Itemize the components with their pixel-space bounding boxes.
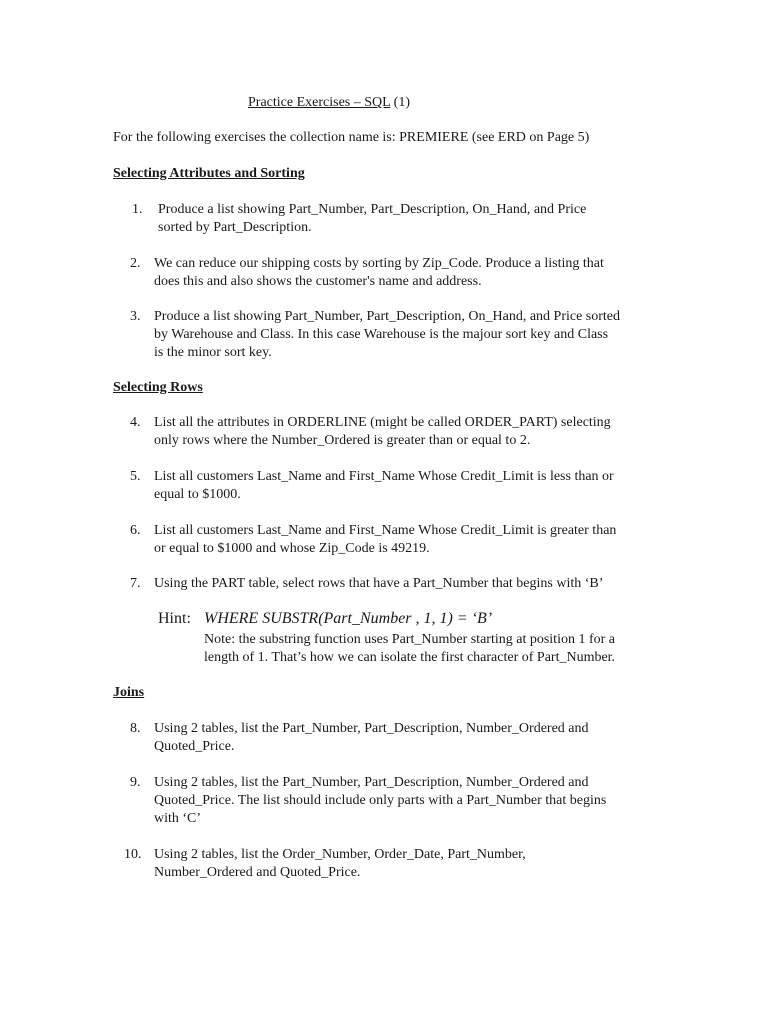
exercise-text: [154, 522, 664, 558]
exercise-line: Produce a list showing Part_Number, Part_Description, On_Hand, and Price: [158, 202, 587, 217]
exercise-line: with ‘C’: [154, 811, 202, 826]
exercise-line: or equal to $1000 and whose Zip_Code is 49219.: [154, 541, 430, 556]
hint-label: Hint:: [158, 610, 191, 627]
section-heading-selecting-attributes: Selecting Attributes and Sorting: [113, 166, 305, 181]
exercise-number: 10.: [124, 847, 142, 862]
exercise-line: equal to $1000.: [154, 487, 241, 502]
exercise-line: List all the attributes in ORDERLINE (might be called ORDER_PART) selecting: [154, 415, 611, 430]
hint-code: WHERE SUBSTR(Part_Number , 1, 1) = ‘B’: [204, 610, 493, 627]
exercise-text: [154, 720, 664, 756]
exercise-text: [154, 414, 664, 450]
exercise-line: sorted by Part_Description.: [158, 220, 312, 235]
section-heading-joins: Joins: [113, 685, 145, 700]
exercise-line: Using 2 tables, list the Order_Number, Order_Date, Part_Number,: [154, 847, 526, 862]
exercise-line: Using 2 tables, list the Part_Number, Part_Description, Number_Ordered and: [154, 721, 589, 736]
exercise-text: [154, 468, 664, 504]
exercise-number: 6.: [130, 523, 141, 538]
exercise-line: Quoted_Price.: [154, 739, 235, 754]
exercise-number: 8.: [130, 721, 141, 736]
exercise-text: [158, 201, 668, 237]
exercise-line: Quoted_Price. The list should include only parts with a Part_Number that begins: [154, 793, 607, 808]
page-title: [248, 94, 410, 112]
exercise-line: List all customers Last_Name and First_Name Whose Credit_Limit is less than or: [154, 469, 614, 484]
exercise-text: [154, 575, 664, 593]
exercise-line: is the minor sort key.: [154, 345, 272, 360]
exercise-line: Produce a list showing Part_Number, Part_Description, On_Hand, and Price sorted: [154, 309, 621, 324]
exercise-number: 5.: [130, 469, 141, 484]
hint-note-line: length of 1. That’s how we can isolate the first character of Part_Number.: [204, 650, 616, 665]
intro-text: For the following exercises the collection name is: PREMIERE (see ERD on Page 5): [113, 130, 590, 145]
exercise-line: only rows where the Number_Ordered is greater than or equal to 2.: [154, 433, 531, 448]
exercise-line: List all customers Last_Name and First_Name Whose Credit_Limit is greater than: [154, 523, 617, 538]
exercise-number: 4.: [130, 415, 141, 430]
exercise-line: Using 2 tables, list the Part_Number, Part_Description, Number_Ordered and: [154, 775, 589, 790]
hint-note: [204, 631, 615, 667]
exercise-line: Number_Ordered and Quoted_Price.: [154, 865, 361, 880]
exercise-number: 1.: [132, 202, 143, 217]
exercise-text: [154, 774, 664, 828]
exercise-text: [154, 846, 664, 882]
exercise-line: by Warehouse and Class. In this case Warehouse is the majour sort key and Class: [154, 327, 609, 342]
exercise-text: [154, 255, 664, 291]
section-heading-selecting-rows: Selecting Rows: [113, 380, 203, 395]
exercise-number: 3.: [130, 309, 141, 324]
hint-note-line: Note: the substring function uses Part_Number starting at position 1 for a: [204, 632, 615, 647]
exercise-line: Using the PART table, select rows that have a Part_Number that begins with ‘B’: [154, 576, 604, 591]
exercise-number: 9.: [130, 775, 141, 790]
exercise-number: 2.: [130, 256, 141, 271]
page-title-suffix: (1): [390, 95, 410, 110]
page-title-main: Practice Exercises – SQL: [248, 95, 391, 110]
exercise-text: [154, 308, 664, 362]
exercise-number: 7.: [130, 576, 141, 591]
exercise-line: We can reduce our shipping costs by sorting by Zip_Code. Produce a listing that: [154, 256, 604, 271]
exercise-line: does this and also shows the customer's name and address.: [154, 274, 482, 289]
